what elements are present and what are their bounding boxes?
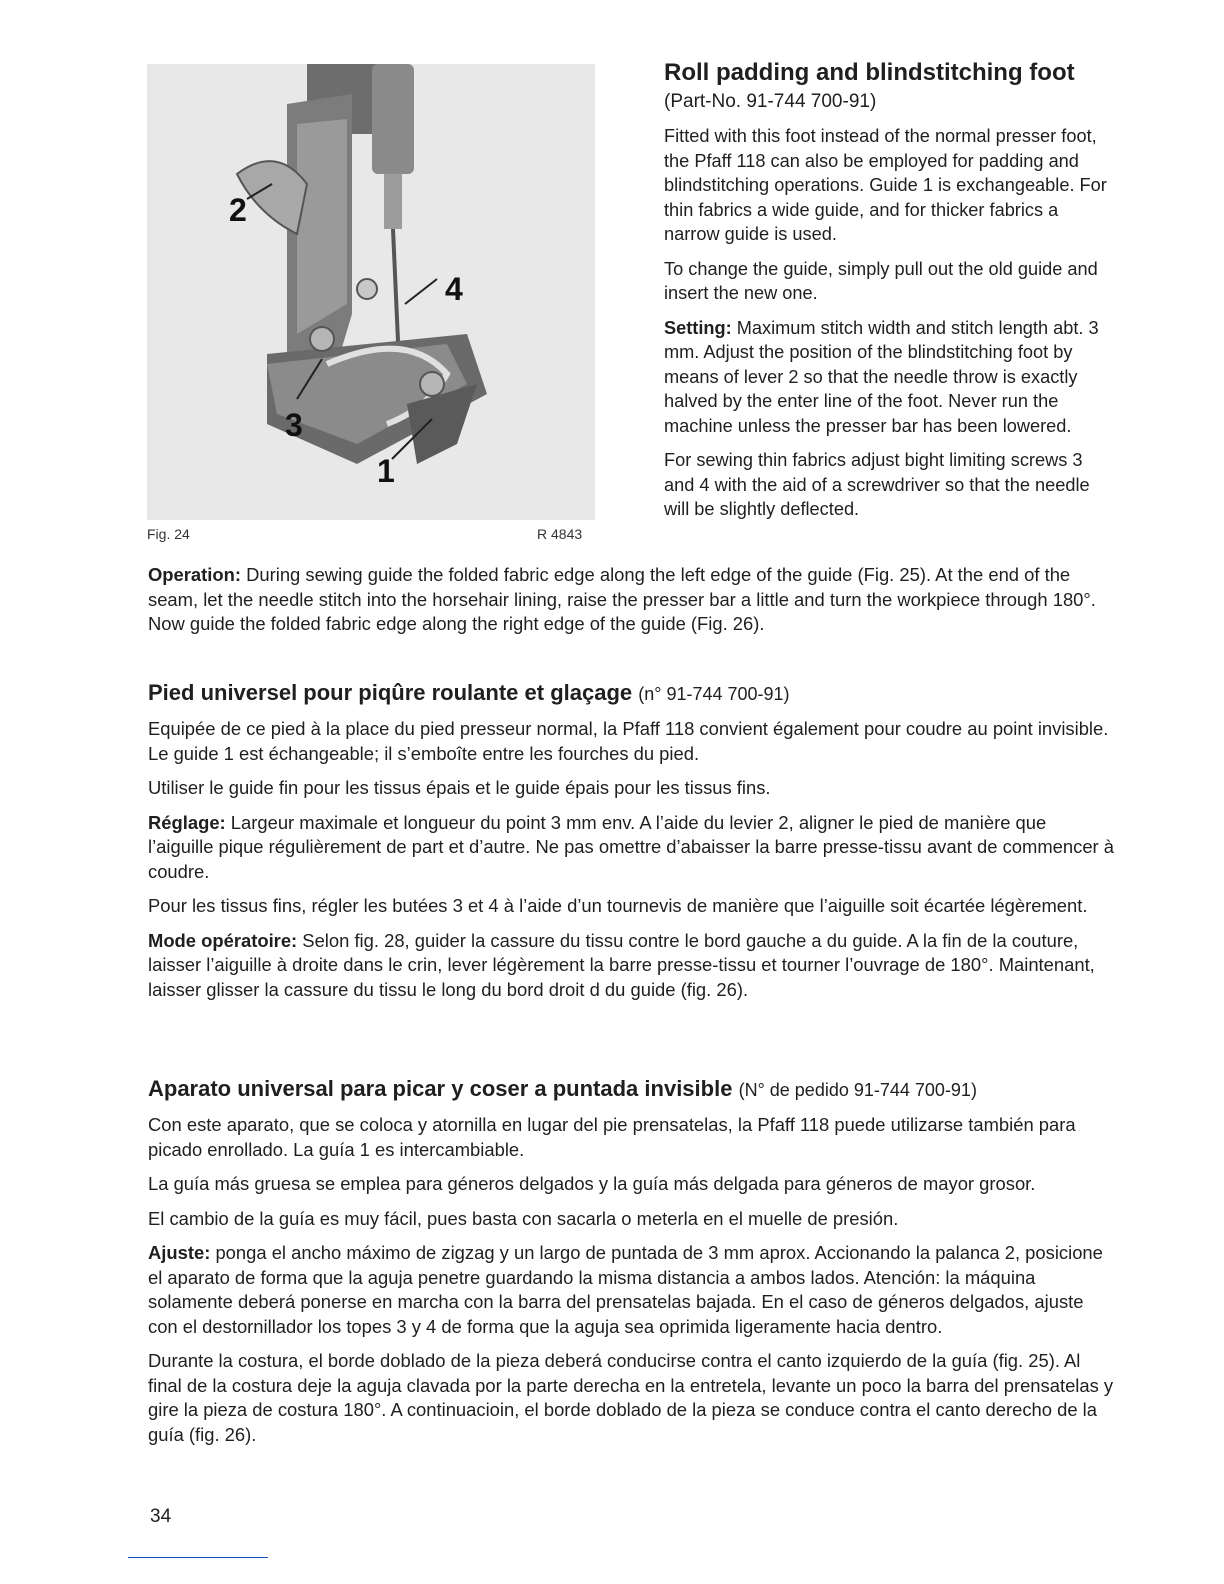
english-operation-paragraph: [148, 563, 1114, 637]
spanish-title-line: [148, 1074, 1114, 1105]
callout-4: 4: [445, 271, 463, 307]
ajuste-text: ponga el ancho máximo de zigzag y un largo de puntada de 3 mm aprox. Accionando la palanca 2, posicione el aparato de forma que la aguja penetre guardando la misma distancia a ambos lados. Atención: la máquina solamente deberá ponerse en marcha con la barra del prensatelas bajada. En el caso de géneros delgados, ajuste con el destornillador los topes 3 y 4 de forma que la aguja sea oprimida ligeramente hacia dentro.: [148, 1242, 1103, 1337]
mode-text: Selon fig. 28, guider la cassure du tissu contre le bord gauche a du guide. A la fin de la couture, laisser l’aiguille à droite dans le crin, lever légèrement la barre presse-tissu et tourner l’ouvrage de 180°. Maintenant, laisser glisser la cassure du tissu le long du bord droit d du guide (fig. 26).: [148, 929, 1095, 1000]
callout-1: 1: [377, 453, 395, 489]
french-paragraph: Utiliser le guide fin pour les tissus épais et le guide épais pour les tissus fins.: [148, 777, 771, 798]
english-paragraph: For sewing thin fabrics adjust bight limiting screws 3 and 4 with the aid of a screwdriver so that the needle will be slightly deflected.: [664, 450, 1090, 519]
spanish-ajuste-paragraph: [148, 1241, 1114, 1339]
english-part-number: (Part-No. 91-744 700-91): [664, 91, 877, 112]
setting-text: Maximum stitch width and stitch length abt. 3 mm. Adjust the position of the blindstitching foot by means of lever 2 so that the needle throw is exactly halved by the enter line of the foot. Never run the machine unless the presser bar has been lowered.: [664, 317, 1099, 436]
english-intro-column: [664, 58, 1112, 532]
presser-foot-illustration: [147, 64, 595, 520]
mode-label: Mode opératoire:: [148, 929, 298, 951]
french-title: Pied universel pour piqûre roulante et glaçage: [148, 680, 633, 705]
footer-rule: [128, 1557, 268, 1558]
spanish-paragraph: Durante la costura, el borde doblado de la pieza deberá conducirse contra el canto izquierdo de la guía (fig. 25). Al final de la costura deje la aguja clavada por la parte derecha en la entretela, levante un poco la barra del prensatelas y gire la pieza de costura 180°. A continuacioin, el borde doblado de la pieza se conduce contra el canto derecho de la guía (fig. 26).: [148, 1350, 1114, 1445]
spanish-paragraph: Con este aparato, que se coloca y atornilla en lugar del pie prensatelas, la Pfaff 118 puede utilizarse también para picado enrollado. La guía 1 es intercambiable.: [148, 1114, 1076, 1160]
reglage-text: Largeur maximale et longueur du point 3 mm env. A l’aide du levier 2, aligner le pied de manière que l’aiguille pique régulièrement de part et d’autre. Ne pas omettre d’abaisser la barre presse-tissu avant de commencer à coudre.: [148, 811, 1115, 882]
english-operation-section: [148, 563, 1114, 647]
presser-foot-figure: [147, 64, 595, 520]
english-paragraph: To change the guide, simply pull out the old guide and insert the new one.: [664, 258, 1098, 303]
callout-3: 3: [285, 407, 303, 443]
operation-label: Operation:: [148, 564, 241, 585]
spanish-paragraph: La guía más gruesa se emplea para géneros delgados y la guía más delgada para géneros de mayor grosor.: [148, 1173, 1036, 1194]
french-reglage-paragraph: [148, 811, 1114, 885]
spanish-title: Aparato universal para picar y coser a puntada invisible: [148, 1076, 733, 1101]
french-mode-paragraph: [148, 929, 1114, 1003]
spanish-paragraph: El cambio de la guía es muy fácil, pues basta con sacarla o meterla en el muelle de presión.: [148, 1207, 899, 1229]
french-paragraph: Pour les tissus fins, régler les butées 3 et 4 à l’aide d’un tournevis de manière que l’aiguille soit écartée légèrement.: [148, 895, 1088, 916]
callout-2: 2: [229, 192, 247, 228]
french-part-number: (n° 91-744 700-91): [638, 684, 790, 704]
spanish-section: [148, 1074, 1114, 1457]
reglage-label: Réglage:: [148, 811, 226, 833]
french-paragraph: Equipée de ce pied à la place du pied presseur normal, la Pfaff 118 convient également pour coudre au point invisible. Le guide 1 est échangeable; il s’emboîte entre les fourches du pied.: [148, 718, 1109, 764]
operation-text: During sewing guide the folded fabric edge along the left edge of the guide (Fig. 25). At the end of the seam, let the needle stitch into the horsehair lining, raise the presser bar a little and turn the workpiece through 180°. Now guide the folded fabric edge along the right edge of the guide (Fig. 26).: [148, 564, 1096, 634]
french-title-line: [148, 678, 1114, 709]
page-number: 34: [150, 1506, 172, 1527]
english-setting-paragraph: [664, 316, 1112, 439]
english-paragraph: Fitted with this foot instead of the normal presser foot, the Pfaff 118 can also be employed for padding and blindstitching operations. Guide 1 is exchangeable. For thin fabrics a wide guide, and for thicker fabrics a narrow guide is used.: [664, 126, 1107, 244]
french-section: [148, 678, 1114, 1012]
setting-label: Setting:: [664, 317, 732, 338]
figure-caption: Fig. 24: [147, 526, 190, 542]
english-title: Roll padding and blindstitching foot: [664, 59, 1075, 86]
spanish-part-number: (N° de pedido 91-744 700-91): [738, 1080, 977, 1100]
ajuste-label: Ajuste:: [148, 1242, 211, 1263]
figure-reference: R 4843: [537, 526, 583, 542]
